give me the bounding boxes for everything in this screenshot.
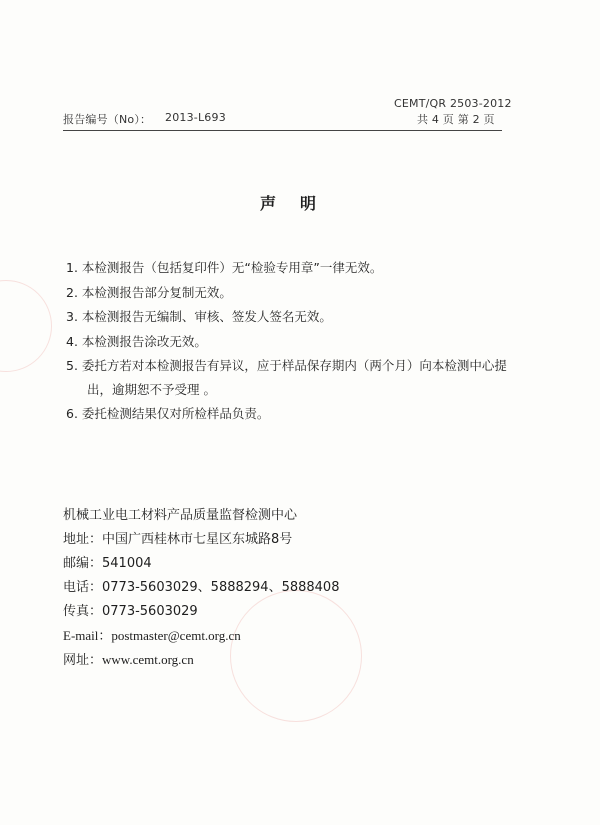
stamp-mark-left xyxy=(0,280,52,372)
header-rule xyxy=(63,130,502,131)
org-fax: 传真：0773-5603029 xyxy=(63,604,198,619)
org-name: 机械工业电工材料产品质量监督检测中心 xyxy=(63,508,298,523)
statement-item-2: 2. 本检测报告部分复制无效。 xyxy=(66,285,232,300)
org-phone: 电话：0773-5603029、5888294、5888408 xyxy=(63,580,340,595)
statement-title: 声明 xyxy=(259,194,340,213)
org-postcode: 邮编：541004 xyxy=(63,556,152,571)
statement-item-1: 1. 本检测报告（包括复印件）无“检验专用章”一律无效。 xyxy=(66,260,383,275)
statement-item-5-cont: 出，逾期恕不予受理 。 xyxy=(87,382,216,397)
org-email: E-mail：postmaster@cemt.org.cn xyxy=(63,628,241,643)
form-code: CEMT/QR 2503-2012 xyxy=(394,97,512,110)
report-number-label: 报告编号（No）： xyxy=(63,113,152,126)
org-website: 网址：www.cemt.org.cn xyxy=(63,652,194,667)
stamp-mark-center xyxy=(230,590,362,722)
statement-item-5: 5. 委托方若对本检测报告有异议，应于样品保存期内（两个月）向本检测中心提 xyxy=(66,358,507,373)
page-info: 共 4 页 第 2 页 xyxy=(417,113,495,126)
report-number: 2013-L693 xyxy=(165,111,226,124)
statement-item-6: 6. 委托检测结果仅对所检样品负责。 xyxy=(66,406,270,421)
statement-item-4: 4. 本检测报告涂改无效。 xyxy=(66,334,207,349)
org-address: 地址：中国广西桂林市七星区东城路8号 xyxy=(63,532,293,547)
statement-item-3: 3. 本检测报告无编制、审核、签发人签名无效。 xyxy=(66,309,332,324)
